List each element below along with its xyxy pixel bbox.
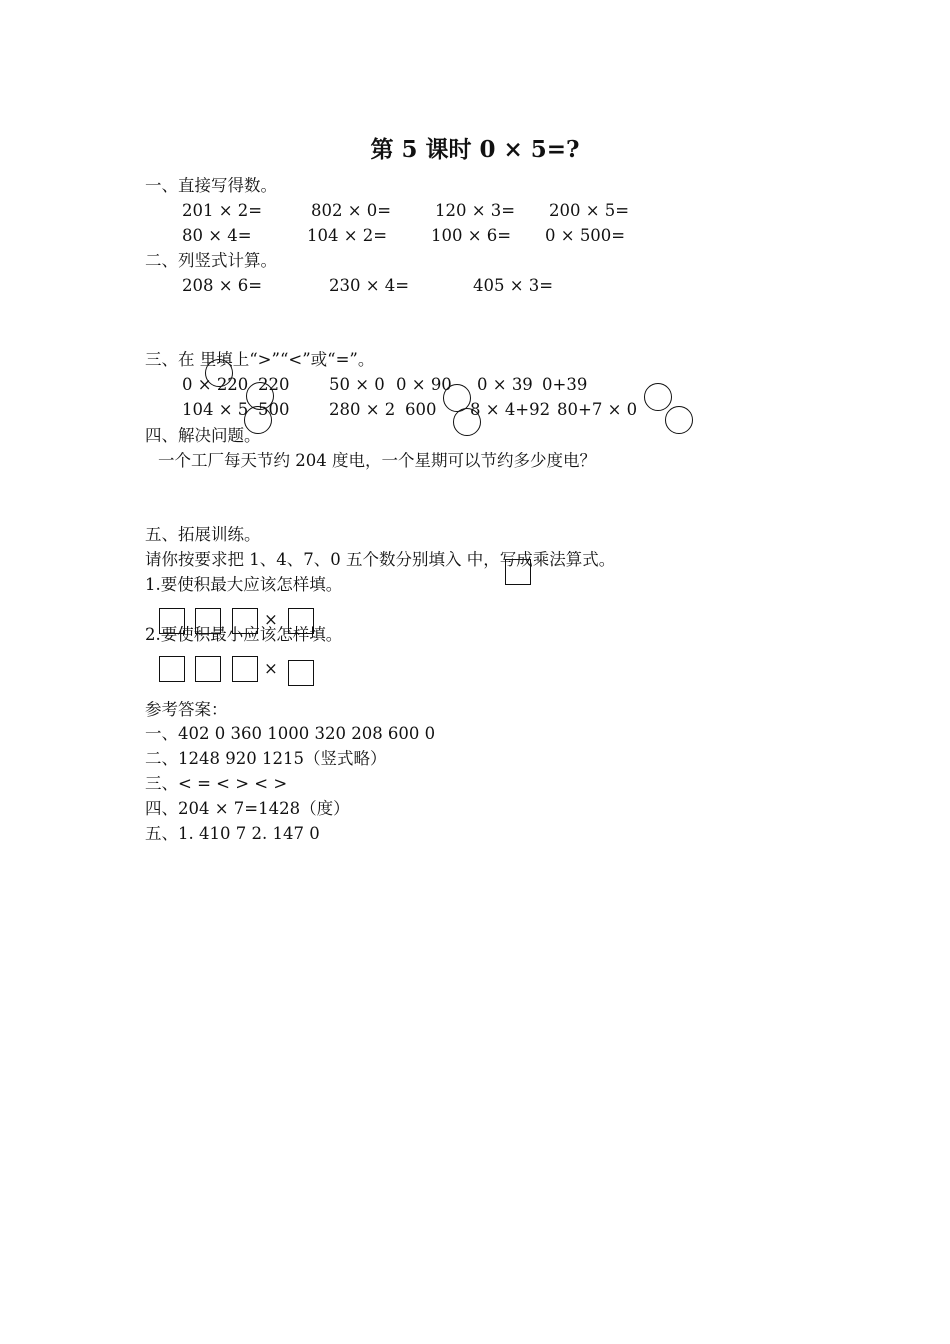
s3-item: 0 × 90	[396, 375, 452, 394]
s2-item: 208 × 6=	[182, 276, 263, 295]
s1-item: 200 × 5=	[549, 201, 630, 220]
section-4-heading: 四、解决问题。	[145, 426, 261, 445]
s1-item: 120 × 3=	[435, 201, 516, 220]
s1-item: 80 × 4=	[182, 226, 252, 245]
answer-line: 四、204 × 7=1428（度）	[145, 799, 350, 818]
s3-item: 104 × 5	[182, 400, 249, 419]
answer-circle[interactable]	[205, 359, 233, 387]
answer-box[interactable]	[195, 656, 221, 682]
answers-heading: 参考答案：	[145, 700, 228, 719]
answer-circle[interactable]	[644, 383, 672, 411]
s2-item: 230 × 4=	[329, 276, 410, 295]
s2-item: 405 × 3=	[473, 276, 554, 295]
s3-item: 0 × 220	[182, 375, 249, 394]
s3-item: 0 × 39	[477, 375, 533, 394]
s3-item: 600	[405, 400, 437, 419]
s3-item: 280 × 2	[329, 400, 396, 419]
section-1-heading: 一、直接写得数。	[145, 176, 277, 195]
s1-item: 802 × 0=	[311, 201, 392, 220]
s1-item: 100 × 6=	[431, 226, 512, 245]
s3-item: 220	[258, 375, 290, 394]
s5-question-2: 2.要使积最小应该怎样填。	[145, 625, 343, 644]
s3-item: 80+7 × 0	[557, 400, 638, 419]
s3-item: 8 × 4+92	[470, 400, 551, 419]
s1-item: 104 × 2=	[307, 226, 388, 245]
answer-line: 一、402 0 360 1000 320 208 600 0	[145, 724, 436, 743]
section-2-heading: 二、列竖式计算。	[145, 251, 277, 270]
s3-item: 500	[258, 400, 290, 419]
section-5-heading: 五、拓展训练。	[145, 525, 261, 544]
answer-circle[interactable]	[665, 406, 693, 434]
answer-box[interactable]	[232, 656, 258, 682]
s1-item: 0 × 500=	[545, 226, 626, 245]
answer-box[interactable]	[159, 656, 185, 682]
s5-instruction: 请你按要求把 1、4、7、0 五个数分别填入 中，写成乘法算式。	[145, 550, 616, 569]
page-title: 第 5 课时 0 × 5=?	[370, 136, 580, 163]
answer-line: 五、1. 410 7 2. 147 0	[145, 824, 320, 843]
s3-item: 0+39	[542, 375, 588, 394]
times-sign: ×	[264, 659, 278, 678]
answer-box[interactable]	[505, 559, 531, 585]
word-problem: 一个工厂每天节约 204 度电，一个星期可以节约多少度电？	[158, 451, 596, 470]
answer-circle[interactable]	[453, 408, 481, 436]
times-sign: ×	[264, 610, 278, 629]
answer-line: 二、1248 920 1215（竖式略）	[145, 749, 387, 768]
answer-line: 三、< = < > < >	[145, 774, 288, 793]
answer-box[interactable]	[288, 660, 314, 686]
s1-item: 201 × 2=	[182, 201, 263, 220]
s3-item: 50 × 0	[329, 375, 385, 394]
section-3-heading: 三、在 里填上“>”“<”或“=”。	[145, 350, 375, 369]
s5-question-1: 1.要使积最大应该怎样填。	[145, 575, 343, 594]
